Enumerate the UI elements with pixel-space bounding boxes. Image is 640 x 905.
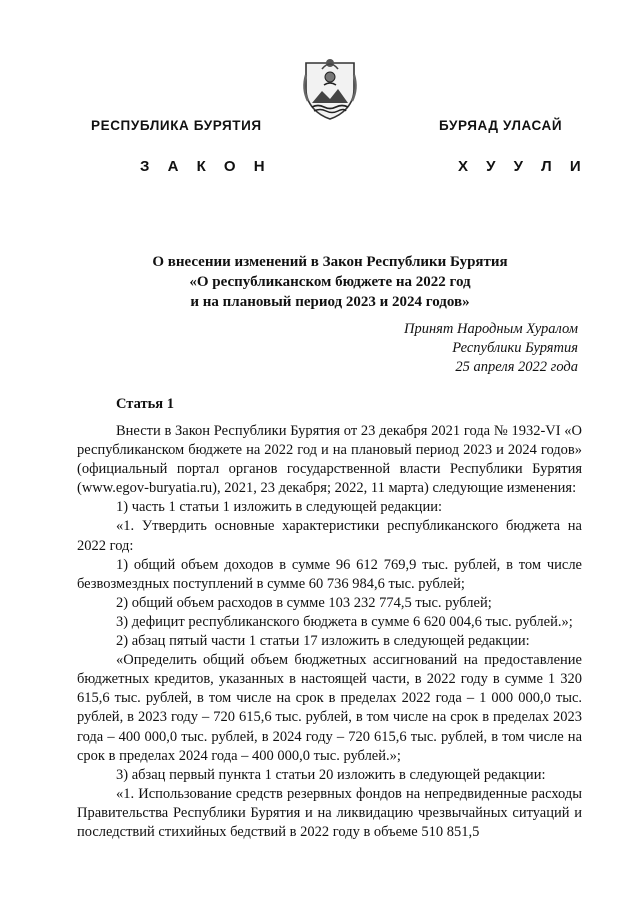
body-paragraph: 2) общий объем расходов в сумме 103 232 774,5 тыс. рублей; <box>116 594 492 611</box>
body-paragraph: 3) дефицит республиканского бюджета в сумме 6 620 004,6 тыс. рублей.»; <box>116 613 573 630</box>
body-paragraph: 1) общий объем доходов в сумме 96 612 769,9 тыс. рублей, в том числе безвозмездных поступлений в сумме 60 736 984,6 тыс. рублей; <box>77 556 582 592</box>
law-label-russian: З А К О Н <box>140 158 272 175</box>
body-paragraph: 3) абзац первый пункта 1 статьи 20 изложить в следующей редакции: <box>116 766 546 783</box>
document-title <box>100 252 560 312</box>
coat-of-arms-emblem <box>300 55 360 121</box>
document-body <box>77 422 582 842</box>
body-paragraph: 1) часть 1 статьи 1 изложить в следующей редакции: <box>116 499 442 516</box>
body-paragraph: «1. Утвердить основные характеристики республиканского бюджета на 2022 год: <box>77 518 582 554</box>
body-paragraph: «1. Использование средств резервных фондов на непредвиденные расходы Правительства Республики Бурятия и на ликвидацию чрезвычайных ситуаций и последствий стихийных бедствий в 2022 году в объеме 510 851,5 <box>77 785 582 840</box>
adoption-note <box>404 320 578 377</box>
title-line: О внесении изменений в Закон Республики Бурятия <box>152 254 508 270</box>
law-label-buryat: Х У У Л И <box>458 158 588 175</box>
republic-title-russian: РЕСПУБЛИКА БУРЯТИЯ <box>91 118 262 133</box>
adoption-date: 25 апреля 2022 года <box>455 359 578 375</box>
title-line: и на плановый период 2023 и 2024 годов» <box>190 294 470 310</box>
adoption-line: Принят Народным Хуралом <box>403 321 578 337</box>
adoption-line: Республики Бурятия <box>452 340 578 356</box>
title-line: «О республиканском бюджете на 2022 год <box>189 274 471 290</box>
body-paragraph: Внести в Закон Республики Бурятия от 23 декабря 2021 года № 1932-VI «О республиканском бюджете на 2022 год и на плановый период 2023 и 2024 годов» (официальный портал органов государственной власти Республики Бурятия (www.egov-buryatia.ru), 2021, 23 декабря; 2022, 11 марта) следующие изменения: <box>77 423 582 497</box>
body-paragraph: «Определить общий объем бюджетных ассигнований на предоставление бюджетных кредитов, указанных в настоящей части, в 2022 году в сумме 1 320 615,6 тыс. рублей, в том числе на срок в пределах 2022 года – 1 000 000,0 тыс. рублей, в 2023 году – 720 615,6 тыс. рублей, в том числе на срок в пределах 2023 года – 400 000,0 тыс. рублей, в 2024 году – 720 615,6 тыс. рублей, в том числе на срок в пределах 2024 года – 400 000,0 тыс. рублей.»; <box>77 652 582 764</box>
republic-title-buryat: БУРЯАД УЛАСАЙ <box>439 118 563 133</box>
body-paragraph: 2) абзац пятый части 1 статьи 17 изложить в следующей редакции: <box>116 633 530 650</box>
article-heading: Статья 1 <box>116 396 174 412</box>
